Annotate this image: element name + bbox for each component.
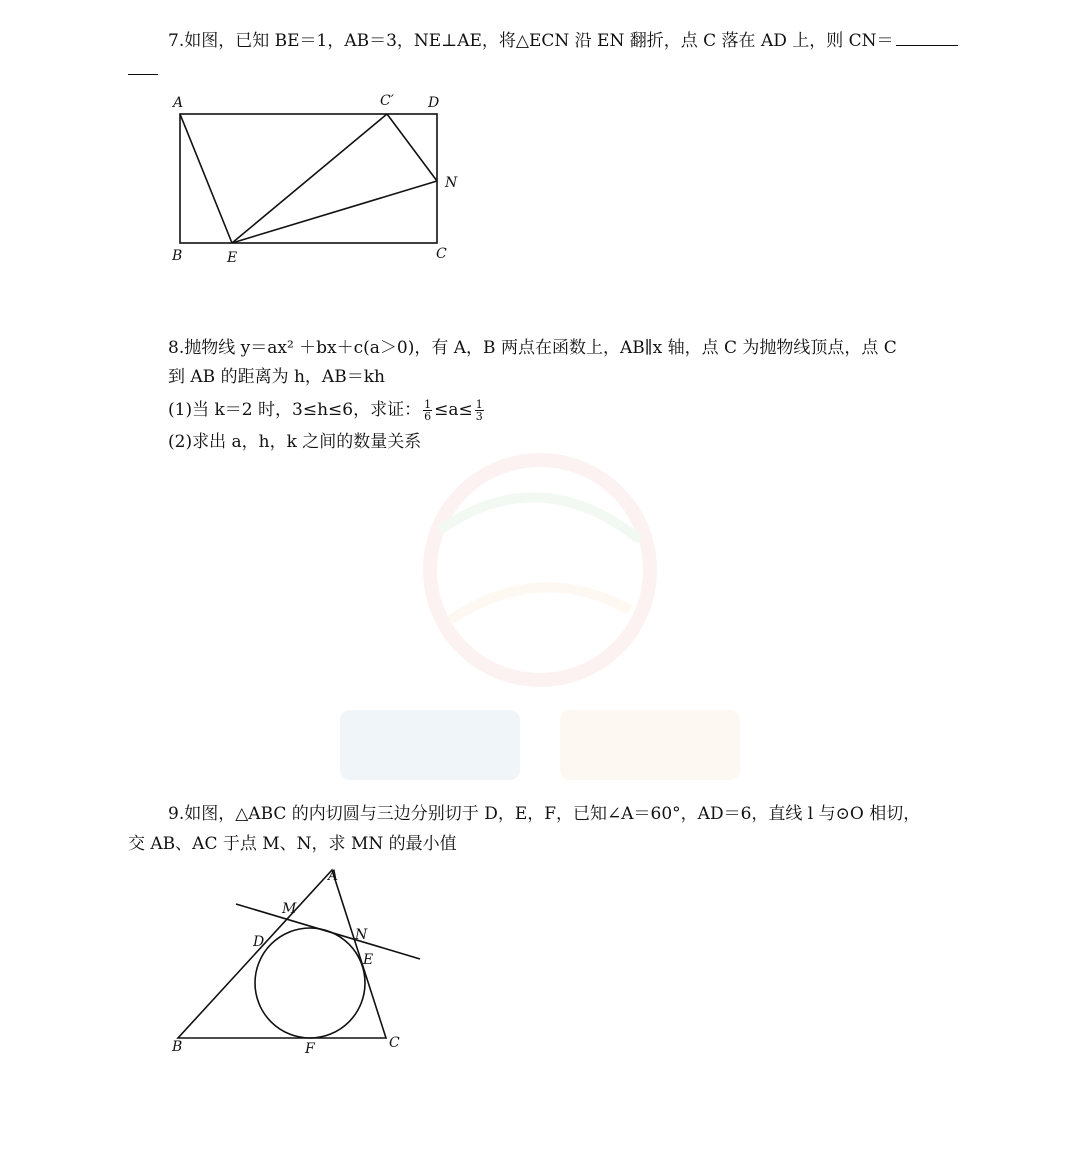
- q8-frac1-denominator: 6: [424, 410, 432, 423]
- q7-segment-ec-prime: [232, 114, 387, 243]
- q8-part1: [168, 397, 486, 423]
- q7-answer-blank: [896, 31, 958, 46]
- q7-text: 7.如图，已知 BE＝1，AB＝3，NE⊥AE，将△ECN 沿 EN 翻折，点 C 落在 AD 上，则 CN＝: [168, 31, 894, 51]
- q9-label-d: D: [253, 934, 265, 950]
- q8-frac1-numerator: 1: [424, 398, 432, 411]
- q9-tangent-line-l: [236, 904, 420, 959]
- q8-part1-mid: ≤a≤: [434, 400, 473, 420]
- q8-fraction-one-sixth: [423, 399, 432, 422]
- q9-label-e: E: [363, 952, 374, 968]
- watermark-logo: [300, 450, 780, 790]
- q8-frac2-numerator: 1: [475, 398, 483, 411]
- q7-text-line1: [168, 28, 958, 54]
- q9-text-line1: 9.如图，△ABC 的内切圆与三边分别切于 D，E，F，已知∠A＝60°，AD＝6，直线 l 与⊙O 相切，: [168, 804, 921, 824]
- q7-segment-en: [232, 181, 437, 243]
- q9-figure-incircle-triangle: [160, 860, 440, 1060]
- q7-label-c: C: [436, 246, 447, 262]
- q8-fraction-one-third: [475, 399, 484, 422]
- q7-segment-c-prime-n: [387, 114, 437, 181]
- q8-part2: (2)求出 a，h，k 之间的数量关系: [168, 432, 422, 452]
- q7-label-c-prime: C′: [380, 93, 394, 109]
- q9-incircle-o: [255, 928, 365, 1038]
- q7-label-b: B: [172, 248, 183, 264]
- q7-figure-rectangle-fold: [160, 85, 470, 275]
- q7-answer-blank-continued: [128, 74, 158, 75]
- q9-text-line2: 交 AB、AC 于点 M、N，求 MN 的最小值: [128, 834, 457, 854]
- q7-label-e: E: [227, 250, 238, 266]
- q9-label-b: B: [172, 1039, 183, 1055]
- q7-label-a: A: [173, 95, 184, 111]
- q9-label-m: M: [282, 901, 297, 917]
- globe-logo-icon: [340, 460, 740, 780]
- q9-label-a: A: [328, 868, 339, 884]
- q7-label-n: N: [445, 175, 458, 191]
- q8-text-line2: 到 AB 的距离为 h，AB＝kh: [168, 367, 385, 387]
- q8-frac2-denominator: 3: [475, 410, 483, 423]
- q9-label-n: N: [355, 927, 368, 943]
- q9-label-f: F: [305, 1041, 315, 1057]
- q9-label-c: C: [389, 1035, 400, 1051]
- q8-text-line1: 8.抛物线 y＝ax² ＋bx＋c(a＞0)，有 A，B 两点在函数上，AB∥x 轴，点 C 为抛物线顶点，点 C: [168, 338, 897, 358]
- q9-triangle-abc: [178, 870, 386, 1038]
- q7-segment-ae: [180, 114, 232, 243]
- q7-label-d: D: [428, 95, 440, 111]
- q8-part1-prefix: (1)当 k＝2 时，3≤h≤6，求证：: [168, 400, 422, 420]
